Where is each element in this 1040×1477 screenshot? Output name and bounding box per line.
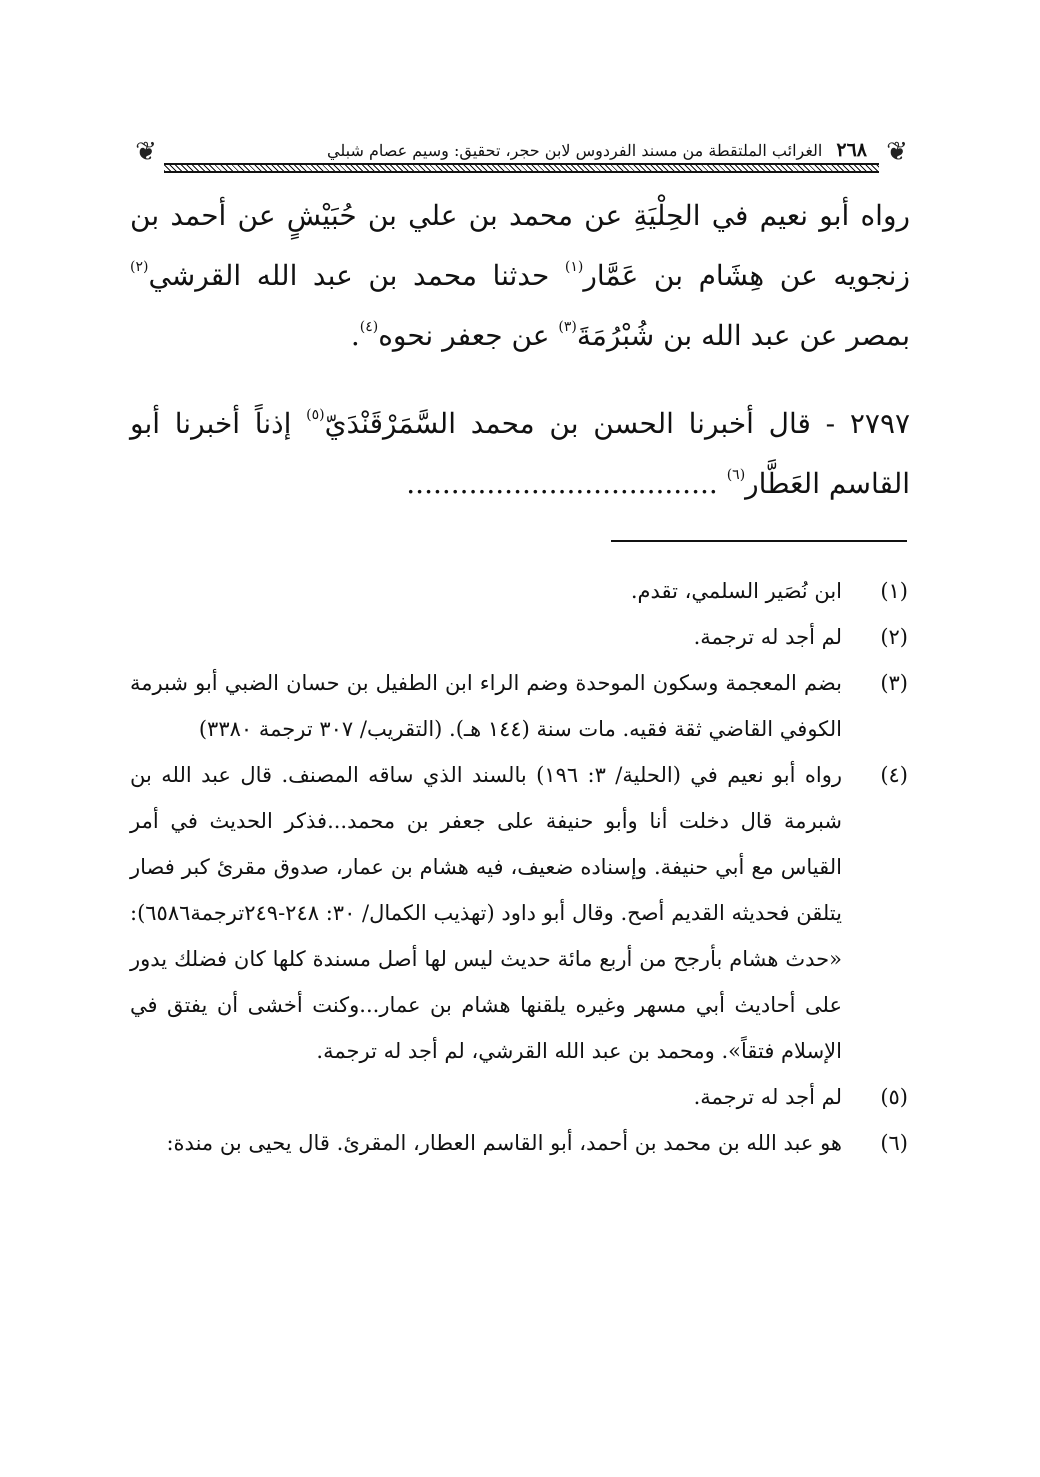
footnote-number: (٣)	[880, 671, 908, 695]
text-run: حدثنا محمد بن عبد الله القرشي	[148, 259, 565, 292]
main-text	[130, 186, 910, 514]
footnote-text: ابن نُصَير السلمي، تقدم.	[630, 579, 842, 603]
footnote-ref[interactable]: (٢)	[130, 259, 149, 275]
footnote-separator	[611, 540, 907, 542]
footnote-text: لم أجد له ترجمة.	[693, 625, 842, 649]
paragraph-1	[130, 186, 910, 366]
footnote-text: هو عبد الله بن محمد بن أحمد، أبو القاسم العطار، المقرئ. قال يحيى بن مندة:	[166, 1131, 842, 1155]
footnote-number: (٤)	[880, 763, 908, 787]
header-rule	[164, 163, 879, 173]
footnote-text: لم أجد له ترجمة.	[693, 1085, 842, 1109]
footnote-number: (٢)	[880, 625, 908, 649]
page-number: ٢٦٨	[836, 140, 867, 161]
text-run: عن جعفر نحوه	[378, 319, 559, 352]
footnote-text: رواه أبو نعيم في (الحلية/ ٣: ١٩٦) بالسند الذي ساقه المصنف. قال عبد الله بن شبرمة قال دخلت أنا وأبو حنيفة على جعفر بن محمد...فذكر الحديث في أمر القياس مع أبي حنيفة. وإسناده ضعيف، فيه هشام بن عمار، صدوق مقرئ كبر فصار يتلقن فحديثه القديم أصح. وقال أبو داود (تهذيب الكمال/ ٣٠: ٢٤٨-٢٤٩ترجمة٦٥٨٦): «حدث هشام بأرجح من أربع مائة حديث ليس لها أصل مسندة كلها كان فضلك يدور على أحاديث أبي مسهر وغيره يلقنها هشام بن عمار...وكنت أخشى أن يفتق في الإسلام فتقاً». ومحمد بن عبد الله القرشي، لم أجد له ترجمة.	[130, 763, 842, 1063]
paragraph-2	[130, 394, 910, 514]
ornament-right-icon: ❦	[886, 137, 908, 167]
footnote-2	[130, 614, 910, 660]
header-title-line	[176, 140, 867, 161]
footnote-number: (١)	[880, 579, 908, 603]
footnote-ref[interactable]: (١)	[564, 259, 584, 275]
footnote-ref[interactable]: (٤)	[359, 319, 379, 335]
footnote-ref[interactable]: (٦)	[726, 467, 746, 483]
book-title: الغرائب الملتقطة من مسند الفردوس لابن حجر، تحقيق: وسيم عصام شبلي	[327, 141, 823, 160]
text-run: بمصر عن عبد الله بن شُبْرُمَةَ	[576, 319, 910, 352]
footnote-3	[130, 660, 910, 752]
footnote-ref[interactable]: (٥)	[306, 407, 325, 423]
ornament-left-icon: ❦	[135, 137, 157, 167]
footnotes	[130, 568, 910, 1166]
footnote-5	[130, 1074, 910, 1120]
paragraph-gap	[130, 366, 910, 394]
footnote-1	[130, 568, 910, 614]
footnote-number: (٦)	[880, 1131, 908, 1155]
ellipsis-dots: ...................................	[406, 467, 727, 500]
footnote-number: (٥)	[880, 1085, 908, 1109]
text-run: رواه أبو نعيم في الحِلْيَةِ عن محمد بن علي بن حُبَيْشٍ عن أحمد بن زنجويه عن هِشَام بن عَمَّار	[130, 199, 910, 292]
text-run: .	[350, 319, 360, 352]
running-header	[128, 133, 915, 173]
text-run: ٢٧٩٧ - قال أخبرنا الحسن بن محمد السَّمَرْقَنْدَيّ	[324, 407, 911, 440]
footnote-ref[interactable]: (٣)	[558, 319, 577, 335]
footnote-4	[130, 752, 910, 1074]
text-run: إذناً أخبرنا أبو القاسم العَطَّار	[130, 407, 910, 500]
footnote-text: بضم المعجمة وسكون الموحدة وضم الراء ابن الطفيل بن حسان الضبي أبو شبرمة الكوفي القاضي ثقة فقيه. مات سنة (١٤٤ هـ). (التقريب/ ٣٠٧ ترجمة ٣٣٨٠)	[130, 671, 842, 741]
footnote-6	[130, 1120, 910, 1166]
